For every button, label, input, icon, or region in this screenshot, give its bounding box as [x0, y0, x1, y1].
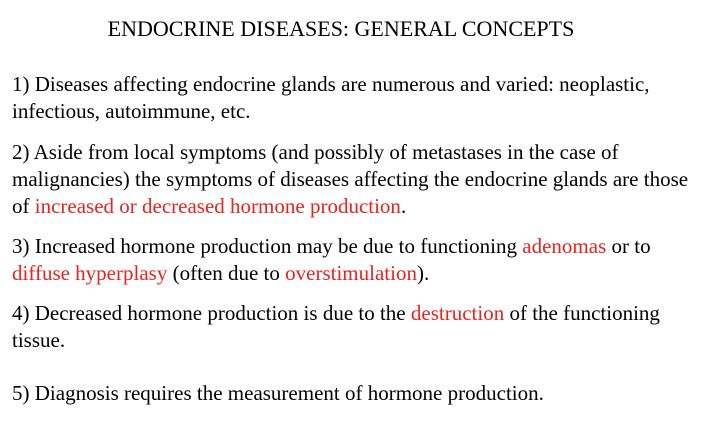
- point-4-end: of the functioning tissue.: [12, 301, 660, 352]
- point-2-text: 2) Aside from local symptoms (and possibly of metastases in the case of malignancies) the symptoms of diseases affecting the endocrine glands are those of: [12, 140, 689, 218]
- point-2-highlight: increased or decreased hormone production: [34, 194, 401, 218]
- point-3-text-2: or to: [606, 234, 651, 258]
- point-3-end: ).: [416, 261, 430, 285]
- point-2-end: .: [400, 194, 407, 218]
- point-4-highlight-destruction: destruction: [410, 301, 505, 325]
- point-5: [12, 380, 692, 407]
- point-3-highlight-hyperplasy: diffuse hyperplasy: [12, 261, 168, 285]
- page-title: ENDOCRINE DISEASES: GENERAL CONCEPTS: [107, 16, 575, 41]
- point-1: [12, 71, 692, 125]
- point-3: [12, 233, 692, 287]
- point-5-text: 5) Diagnosis requires the measurement of hormone production.: [12, 381, 544, 405]
- point-3-text: 3) Increased hormone production may be due to functioning: [12, 234, 523, 258]
- point-3-text-3: (often due to: [167, 261, 286, 285]
- point-4-text: 4) Decreased hormone production is due to the: [12, 301, 411, 325]
- point-3-highlight-overstimulation: overstimulation: [285, 261, 417, 285]
- point-2: [12, 139, 692, 220]
- point-4: [12, 300, 692, 354]
- point-3-highlight-adenomas: adenomas: [522, 234, 607, 258]
- point-1-text: 1) Diseases affecting endocrine glands are numerous and varied: neoplastic, infectious, autoimmune, etc.: [12, 72, 650, 123]
